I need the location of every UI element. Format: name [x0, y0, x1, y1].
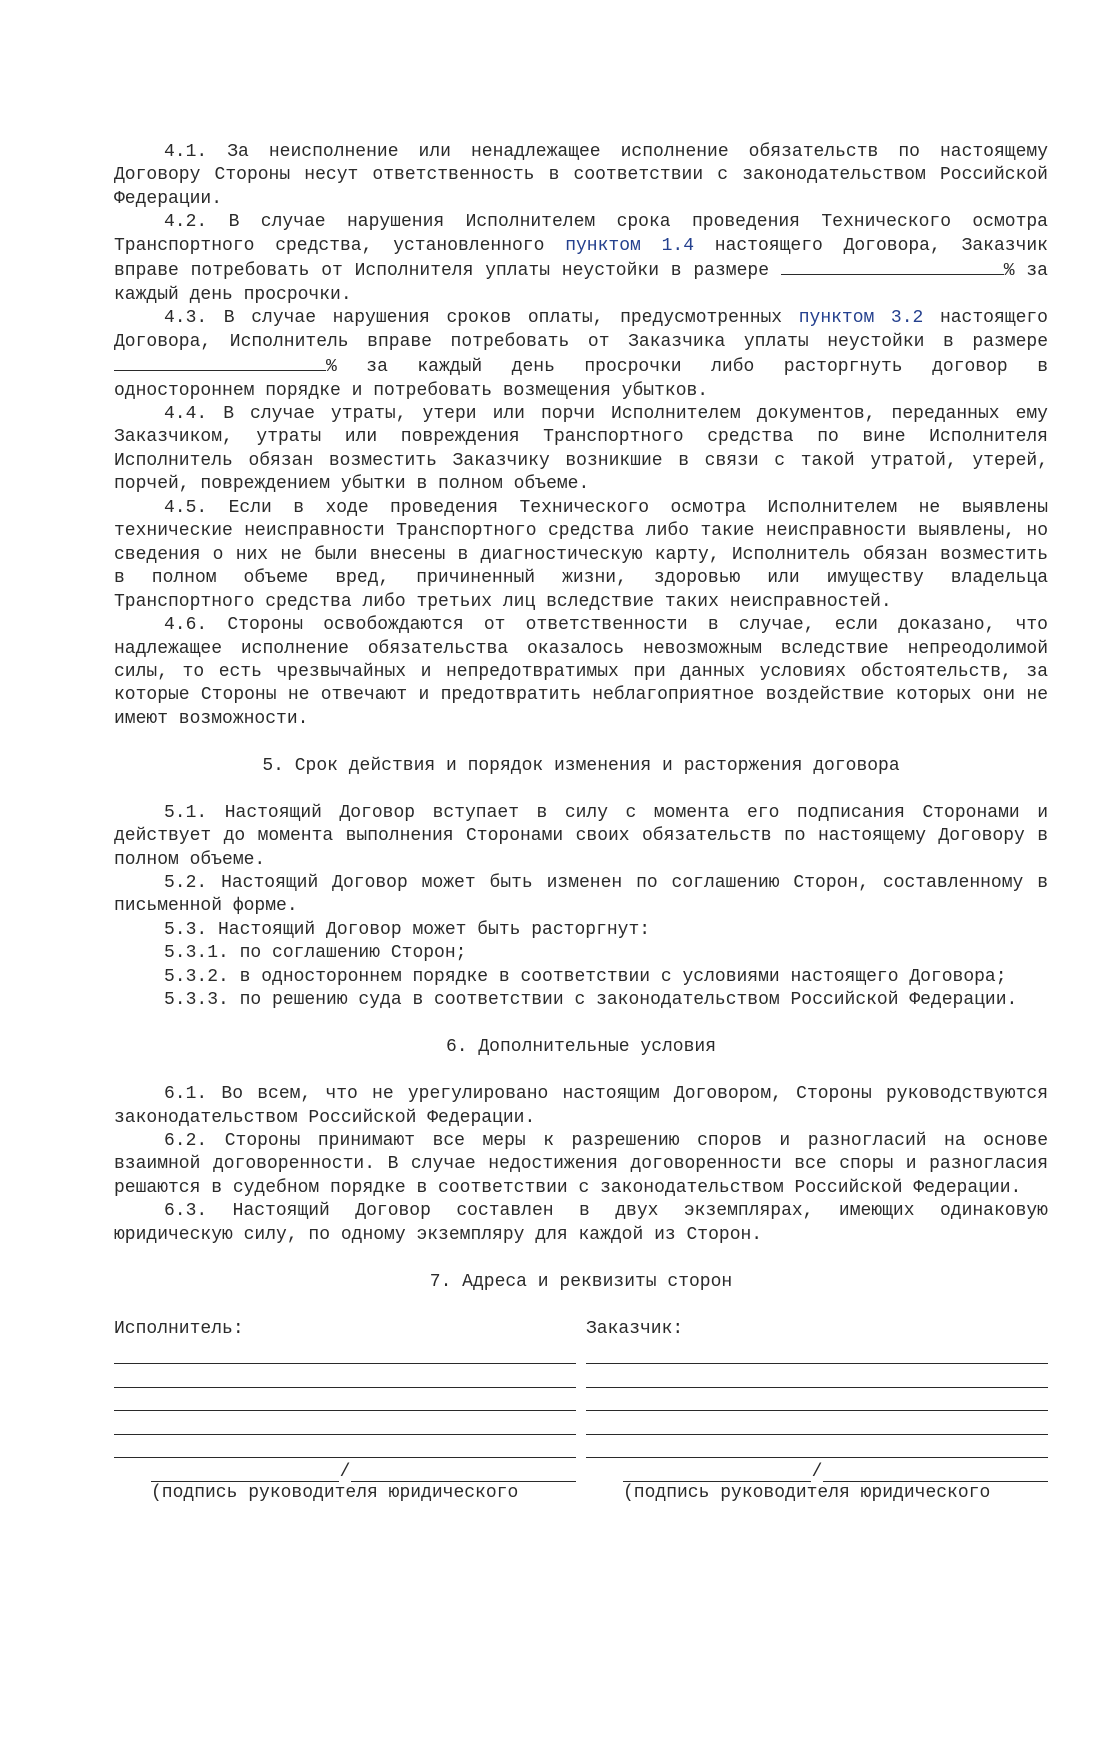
clause-4-6: 4.6. Стороны освобождаются от ответственности в случае, если доказано, что надлежащее исполнение обязательства оказалось невозможным вследствие непреодолимой силы, то есть чрезвычайных и непредотвратимых при данных условиях обстоятельств, за которые Стороны не отвечают и предотвратить неблагоприятное воздействие которых они не имеют возможности. — [114, 615, 1048, 729]
clause-6-1: 6.1. Во всем, что не урегулировано настоящим Договором, Стороны руководствуются законодательством Российской Федерации. — [114, 1084, 1048, 1128]
link-clause-1-4[interactable]: пунктом 1.4 — [565, 235, 694, 256]
executor-signature-row — [114, 1458, 576, 1481]
customer-details-line[interactable] — [586, 1388, 1048, 1411]
customer-label: Заказчик: — [586, 1318, 684, 1339]
clause-5-3-1: 5.3.1. по соглашению Сторон; — [164, 943, 467, 964]
customer-details-line[interactable] — [586, 1435, 1048, 1458]
clause-4-3-text-b: настоящего Договора, Исполнитель вправе потребовать от Заказчика уплаты неустойки в размере — [114, 308, 1048, 352]
executor-signature-caption: (подпись руководителя юридического — [151, 1482, 519, 1503]
link-clause-3-2[interactable]: пунктом 3.2 — [798, 308, 924, 329]
clause-4-2-text-b: настоящего Договора, Заказчик вправе потребовать от Исполнителя уплаты неустойки в размере — [114, 235, 1048, 282]
executor-details-line[interactable] — [114, 1341, 576, 1364]
clause-4-3 — [114, 307, 1048, 403]
clause-6-2: 6.2. Стороны принимают все меры к разрешению споров и разногласий на основе взаимной договоренности. В случае недостижения договоренности все споры и разногласия решаются в судебном порядке в соответствии с законодательством Российской Федерации. — [114, 1130, 1048, 1198]
section-7-heading: 7. Адреса и реквизиты сторон — [429, 1271, 733, 1292]
customer-details-line[interactable] — [586, 1364, 1048, 1387]
clause-4-5: 4.5. Если в ходе проведения Технического осмотра Исполнителем не выявлены технические неисправности Транспортного средства либо такие неисправности выявлены, но сведения о них не были внесены в диагностическую карту, Исполнитель обязан возместить в полном объеме вред, причиненный жизни, здоровью или имуществу владельца Транспортного средства либо третьих лиц вследствие таких неисправностей. — [114, 497, 1048, 612]
customer-name-field[interactable] — [823, 1463, 1048, 1482]
executor-details-line[interactable] — [114, 1388, 576, 1411]
clause-4-2 — [114, 211, 1048, 307]
section-6-heading: 6. Дополнительные условия — [445, 1037, 717, 1058]
customer-details-line[interactable] — [586, 1341, 1048, 1364]
document-body — [114, 141, 1048, 1505]
customer-details-line[interactable] — [586, 1411, 1048, 1434]
penalty-rate-blank[interactable] — [781, 258, 1004, 275]
customer-signature-row — [586, 1458, 1048, 1481]
clause-4-4: 4.4. В случае утраты, утери или порчи Исполнителем документов, переданных ему Заказчиком, утраты или повреждения Транспортного средства по вине Исполнителя Исполнитель обязан возместить Заказчику возникшие в связи с такой утратой, утерей, порчей, повреждением убытки в полном объеме. — [114, 403, 1048, 495]
clause-4-2-text-a: 4.2. В случае нарушения Исполнителем срока проведения Технического осмотра Транспортного средства, установленного — [114, 212, 1048, 256]
customer-column — [586, 1318, 1048, 1506]
clause-4-3-text-c: % за каждый день просрочки либо расторгнуть договор в одностороннем порядке и потребовать возмещения убытков. — [114, 357, 1048, 401]
executor-label: Исполнитель: — [114, 1318, 244, 1339]
customer-signature-field[interactable] — [623, 1463, 811, 1482]
executor-details-line[interactable] — [114, 1435, 576, 1458]
clause-5-3-3: 5.3.3. по решению суда в соответствии с законодательством Российской Федерации. — [164, 990, 1018, 1011]
clause-5-1: 5.1. Настоящий Договор вступает в силу с момента его подписания Сторонами и действует до момента выполнения Сторонами своих обязательств по настоящему Договору в полном объеме. — [114, 802, 1048, 870]
executor-details-line[interactable] — [114, 1364, 576, 1387]
clause-5-2: 5.2. Настоящий Договор может быть изменен по соглашению Сторон, составленному в письменной форме. — [114, 873, 1048, 917]
clause-5-3-2: 5.3.2. в одностороннем порядке в соответствии с условиями настоящего Договора; — [164, 966, 1007, 987]
customer-signature-caption: (подпись руководителя юридического — [623, 1482, 991, 1503]
clause-4-3-text-a: 4.3. В случае нарушения сроков оплаты, предусмотренных — [164, 308, 783, 329]
section-5-heading: 5. Срок действия и порядок изменения и расторжения договора — [262, 755, 900, 776]
executor-details-line[interactable] — [114, 1411, 576, 1434]
executor-column — [114, 1318, 576, 1506]
signature-block — [114, 1318, 1048, 1506]
penalty-rate-blank-2[interactable] — [114, 354, 326, 371]
clause-5-3: 5.3. Настоящий Договор может быть расторгнут: — [164, 919, 651, 940]
signature-separator: / — [339, 1461, 351, 1482]
clause-4-1: 4.1. За неисполнение или ненадлежащее исполнение обязательств по настоящему Договору Стороны несут ответственность в соответствии с законодательством Российской Федерации. — [114, 142, 1048, 209]
executor-name-field[interactable] — [351, 1463, 576, 1482]
signature-separator: / — [811, 1461, 823, 1482]
clause-4-2-text-c: % за каждый день просрочки. — [114, 261, 1048, 305]
clause-6-3: 6.3. Настоящий Договор составлен в двух экземплярах, имеющих одинаковую юридическую силу, по одному экземпляру для каждой из Сторон. — [114, 1201, 1048, 1245]
executor-signature-field[interactable] — [151, 1463, 339, 1482]
